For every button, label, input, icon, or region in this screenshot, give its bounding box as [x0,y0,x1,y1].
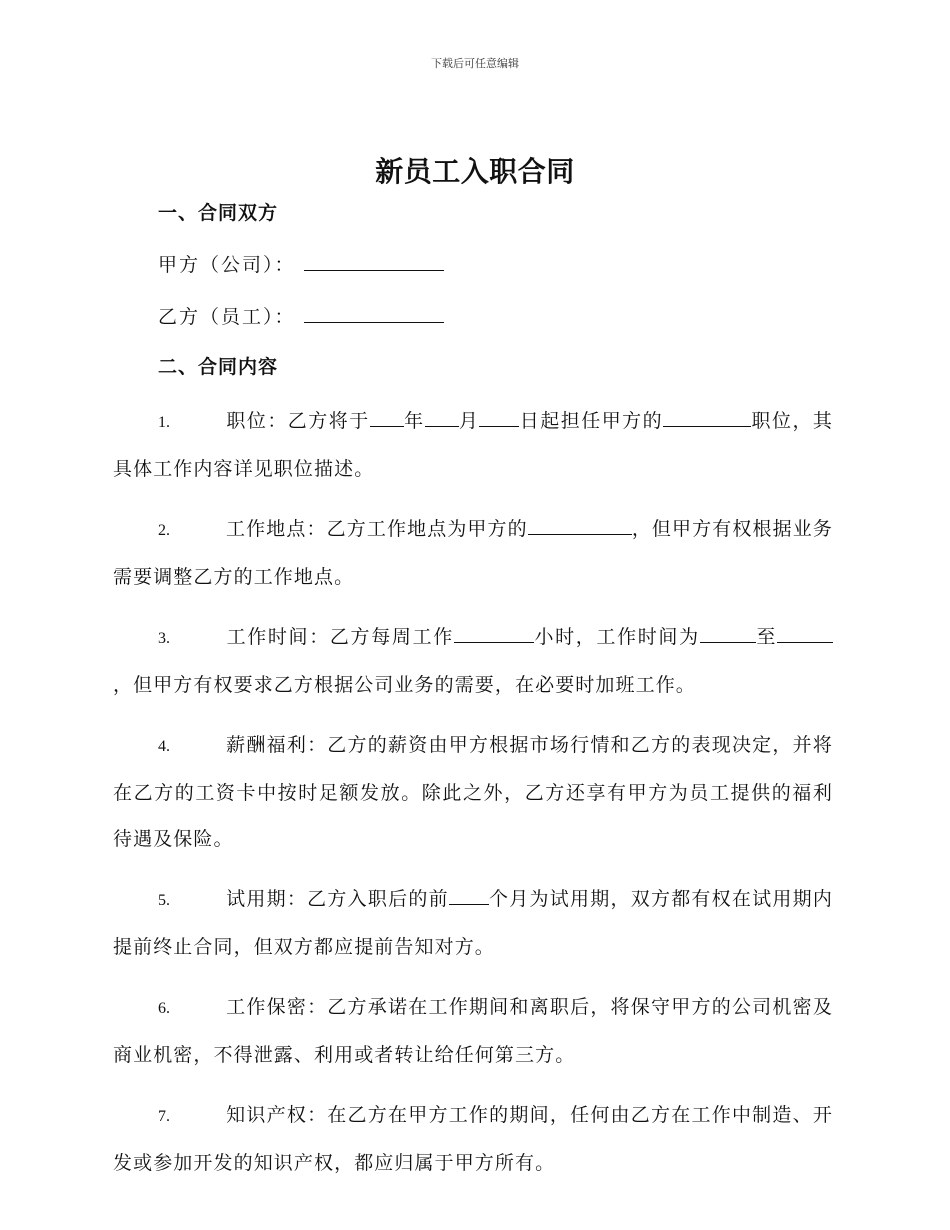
clause-work-location [113,506,833,600]
clause-number: 5. [158,892,170,909]
clause-position [113,398,833,492]
party-a-blank[interactable] [304,250,444,271]
start-year-blank[interactable] [370,404,404,427]
clause-text: 至 [755,626,777,648]
party-a-line [158,250,444,277]
clause-number: 7. [158,1108,170,1125]
party-b-line [158,302,444,329]
clause-text: 小时，工作时间为 [533,626,700,648]
party-b-blank[interactable] [304,302,444,323]
clause-text: 试用期：乙方入职后的前 [226,888,449,910]
clause-number: 3. [158,630,170,647]
start-month-blank[interactable] [425,404,459,427]
clause-text: 工作时间：乙方每周工作 [226,626,454,648]
section-heading-parties: 一、合同双方 [158,202,279,224]
clause-text: 薪酬福利：乙方的薪资由甲方根据市场行情和乙方的表现决定，并将在乙方的工资卡中按时足额发放。除此之外，乙方还享有甲方为员工提供的福利待遇及保险。 [113,734,833,850]
clause-text: 年 [403,410,425,432]
header-note: 下载后可任意编辑 [431,57,519,70]
party-b-label: 乙方（员工）： [158,306,296,328]
work-time-start-blank[interactable] [700,620,756,643]
clause-confidentiality [113,984,833,1078]
clause-probation [113,876,833,970]
clause-number: 6. [158,1000,170,1017]
clause-text: 职位，其具体工作内容详见职位描述。 [113,410,834,480]
job-title-blank[interactable] [663,404,751,427]
work-location-blank[interactable] [528,512,632,535]
start-day-blank[interactable] [479,404,519,427]
clause-text: 知识产权：在乙方在甲方工作的期间，任何由乙方在工作中制造、开发或参加开发的知识产权，都应归属于甲方所有。 [113,1104,833,1174]
document-title: 新员工入职合同 [375,155,575,188]
clause-text: ，但甲方有权要求乙方根据公司业务的需要，在必要时加班工作。 [113,674,696,696]
clause-text: ，但甲方有权根据业务需要调整乙方的工作地点。 [113,518,833,588]
clause-number: 4. [158,738,170,755]
weekly-hours-blank[interactable] [454,620,534,643]
clause-text: 职位：乙方将于 [226,410,370,432]
clause-intellectual-property [113,1092,833,1186]
party-a-label: 甲方（公司）： [158,254,296,276]
clause-text: 工作保密：乙方承诺在工作期间和离职后，将保守甲方的公司机密及商业机密，不得泄露、利用或者转让给任何第三方。 [113,996,833,1066]
clause-text: 个月为试用期，双方都有权在试用期内提前终止合同，但双方都应提前告知对方。 [113,888,833,958]
probation-months-blank[interactable] [449,882,489,905]
clause-number: 1. [158,414,170,431]
clause-text: 月 [458,410,480,432]
clause-list [113,398,833,1200]
clause-text: 工作地点：乙方工作地点为甲方的 [226,518,528,540]
clause-text: 日起担任甲方的 [519,410,664,432]
clause-work-hours [113,614,833,708]
clause-number: 2. [158,522,170,539]
work-time-end-blank[interactable] [777,620,833,643]
clause-compensation [113,722,833,862]
section-heading-content: 二、合同内容 [158,356,279,378]
